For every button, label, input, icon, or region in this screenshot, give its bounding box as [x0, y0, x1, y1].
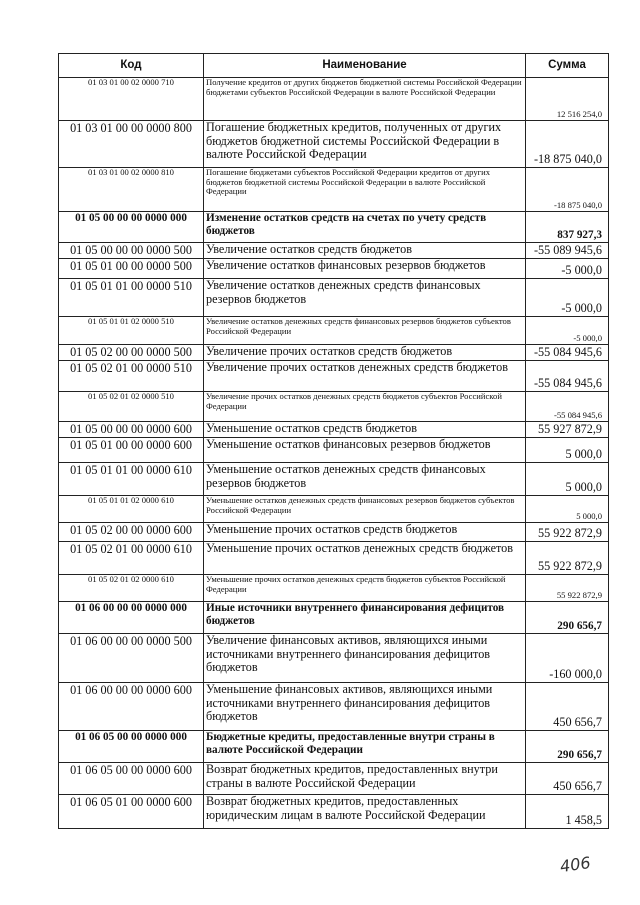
- table-row: [59, 634, 609, 683]
- header-row: [59, 54, 609, 78]
- table-row: [59, 683, 609, 731]
- row-code: 01 05 01 00 00 0000 500: [59, 259, 204, 279]
- row-sum: 55 927 872,9: [526, 422, 609, 438]
- row-name: Увеличение прочих остатков денежных средств бюджетов субъектов Российской Федерации: [204, 392, 526, 422]
- table-row: [59, 212, 609, 243]
- row-sum: -55 084 945,6: [526, 361, 609, 392]
- row-name: Увеличение остатков денежных средств финансовых резервов бюджетов субъектов Российской Федерации: [204, 317, 526, 345]
- row-sum: 837 927,3: [526, 212, 609, 243]
- row-name: Увеличение остатков финансовых резервов бюджетов: [204, 259, 526, 279]
- row-code: 01 06 00 00 00 0000 600: [59, 683, 204, 731]
- row-name: Изменение остатков средств на счетах по учету средств бюджетов: [204, 212, 526, 243]
- row-sum: -55 084 945,6: [526, 392, 609, 422]
- table-row: [59, 317, 609, 345]
- page-number: 406: [558, 852, 592, 877]
- table-row: [59, 523, 609, 542]
- table-row: [59, 542, 609, 575]
- row-code: 01 05 02 00 00 0000 600: [59, 523, 204, 542]
- row-name: Погашение бюджетами субъектов Российской Федерации кредитов от других бюджетов бюджетной системы Российской Федерации в валюте Российской Федерации: [204, 168, 526, 212]
- table-row: [59, 763, 609, 795]
- row-code: 01 05 01 01 02 0000 610: [59, 496, 204, 523]
- table-row: [59, 243, 609, 259]
- row-sum: 5 000,0: [526, 438, 609, 463]
- budget-sources-table: [58, 53, 609, 829]
- header-name: Наименование: [204, 54, 526, 78]
- row-sum: 5 000,0: [526, 463, 609, 496]
- row-sum: -55 084 945,6: [526, 345, 609, 361]
- row-sum: -5 000,0: [526, 279, 609, 317]
- row-name: Уменьшение остатков финансовых резервов бюджетов: [204, 438, 526, 463]
- table-row: [59, 496, 609, 523]
- row-name: Уменьшение прочих остатков денежных средств бюджетов субъектов Российской Федерации: [204, 575, 526, 602]
- row-sum: 290 656,7: [526, 602, 609, 634]
- table-row: [59, 259, 609, 279]
- row-code: 01 05 02 00 00 0000 500: [59, 345, 204, 361]
- row-name: Получение кредитов от других бюджетов бюджетной системы Российской Федерации бюджетами субъектов Российской Федерации в валюте Российской Федерации: [204, 78, 526, 121]
- row-sum: -160 000,0: [526, 634, 609, 683]
- table-row: [59, 168, 609, 212]
- row-name: Уменьшение остатков денежных средств финансовых резервов бюджетов: [204, 463, 526, 496]
- row-sum: 450 656,7: [526, 683, 609, 731]
- row-name: Погашение бюджетных кредитов, полученных от других бюджетов бюджетной системы Российской Федерации в валюте Российской Федерации: [204, 121, 526, 168]
- table-row: [59, 392, 609, 422]
- row-sum: -18 875 040,0: [526, 168, 609, 212]
- row-name: Уменьшение финансовых активов, являющихся иными источниками внутреннего финансирования дефицитов бюджетов: [204, 683, 526, 731]
- row-name: Уменьшение прочих остатков средств бюджетов: [204, 523, 526, 542]
- table-row: [59, 731, 609, 763]
- row-code: 01 05 02 01 00 0000 610: [59, 542, 204, 575]
- row-code: 01 03 01 00 02 0000 710: [59, 78, 204, 121]
- row-code: 01 05 01 01 00 0000 610: [59, 463, 204, 496]
- row-name: Увеличение прочих остатков денежных средств бюджетов: [204, 361, 526, 392]
- row-code: 01 03 01 00 00 0000 800: [59, 121, 204, 168]
- row-sum: -55 089 945,6: [526, 243, 609, 259]
- row-code: 01 05 00 00 00 0000 000: [59, 212, 204, 243]
- row-code: 01 03 01 00 02 0000 810: [59, 168, 204, 212]
- table-row: [59, 78, 609, 121]
- row-code: 01 06 05 00 00 0000 600: [59, 763, 204, 795]
- row-sum: 55 922 872,9: [526, 542, 609, 575]
- row-name: Увеличение остатков средств бюджетов: [204, 243, 526, 259]
- row-sum: 5 000,0: [526, 496, 609, 523]
- header-code: Код: [59, 54, 204, 78]
- row-name: Возврат бюджетных кредитов, предоставленных юридическим лицам в валюте Российской Федерации: [204, 795, 526, 829]
- row-code: 01 06 00 00 00 0000 500: [59, 634, 204, 683]
- table-row: [59, 345, 609, 361]
- row-sum: 450 656,7: [526, 763, 609, 795]
- table-row: [59, 279, 609, 317]
- row-code: 01 05 01 00 00 0000 600: [59, 438, 204, 463]
- table-row: [59, 602, 609, 634]
- row-sum: 1 458,5: [526, 795, 609, 829]
- row-name: Иные источники внутреннего финансирования дефицитов бюджетов: [204, 602, 526, 634]
- row-code: 01 05 02 01 00 0000 510: [59, 361, 204, 392]
- header-sum: Сумма: [526, 54, 609, 78]
- table-row: [59, 795, 609, 829]
- row-code: 01 05 00 00 00 0000 600: [59, 422, 204, 438]
- row-name: Увеличение остатков денежных средств финансовых резервов бюджетов: [204, 279, 526, 317]
- row-name: Уменьшение остатков денежных средств финансовых резервов бюджетов субъектов Российской Федерации: [204, 496, 526, 523]
- table-row: [59, 422, 609, 438]
- table-row: [59, 438, 609, 463]
- row-code: 01 06 05 00 00 0000 000: [59, 731, 204, 763]
- row-name: Уменьшение остатков средств бюджетов: [204, 422, 526, 438]
- row-sum: 12 516 254,0: [526, 78, 609, 121]
- row-sum: -5 000,0: [526, 317, 609, 345]
- row-sum: -18 875 040,0: [526, 121, 609, 168]
- row-sum: 55 922 872,9: [526, 523, 609, 542]
- row-code: 01 06 05 01 00 0000 600: [59, 795, 204, 829]
- row-sum: 290 656,7: [526, 731, 609, 763]
- table-row: [59, 121, 609, 168]
- row-name: Бюджетные кредиты, предоставленные внутри страны в валюте Российской Федерации: [204, 731, 526, 763]
- row-sum: -5 000,0: [526, 259, 609, 279]
- row-code: 01 06 00 00 00 0000 000: [59, 602, 204, 634]
- row-code: 01 05 01 01 02 0000 510: [59, 317, 204, 345]
- row-code: 01 05 02 01 02 0000 510: [59, 392, 204, 422]
- table-row: [59, 463, 609, 496]
- row-name: Уменьшение прочих остатков денежных средств бюджетов: [204, 542, 526, 575]
- table-row: [59, 361, 609, 392]
- table-row: [59, 575, 609, 602]
- row-name: Возврат бюджетных кредитов, предоставленных внутри страны в валюте Российской Федерации: [204, 763, 526, 795]
- row-code: 01 05 02 01 02 0000 610: [59, 575, 204, 602]
- row-sum: 55 922 872,9: [526, 575, 609, 602]
- row-code: 01 05 00 00 00 0000 500: [59, 243, 204, 259]
- row-name: Увеличение прочих остатков средств бюджетов: [204, 345, 526, 361]
- row-code: 01 05 01 01 00 0000 510: [59, 279, 204, 317]
- row-name: Увеличение финансовых активов, являющихся иными источниками внутреннего финансирования дефицитов бюджетов: [204, 634, 526, 683]
